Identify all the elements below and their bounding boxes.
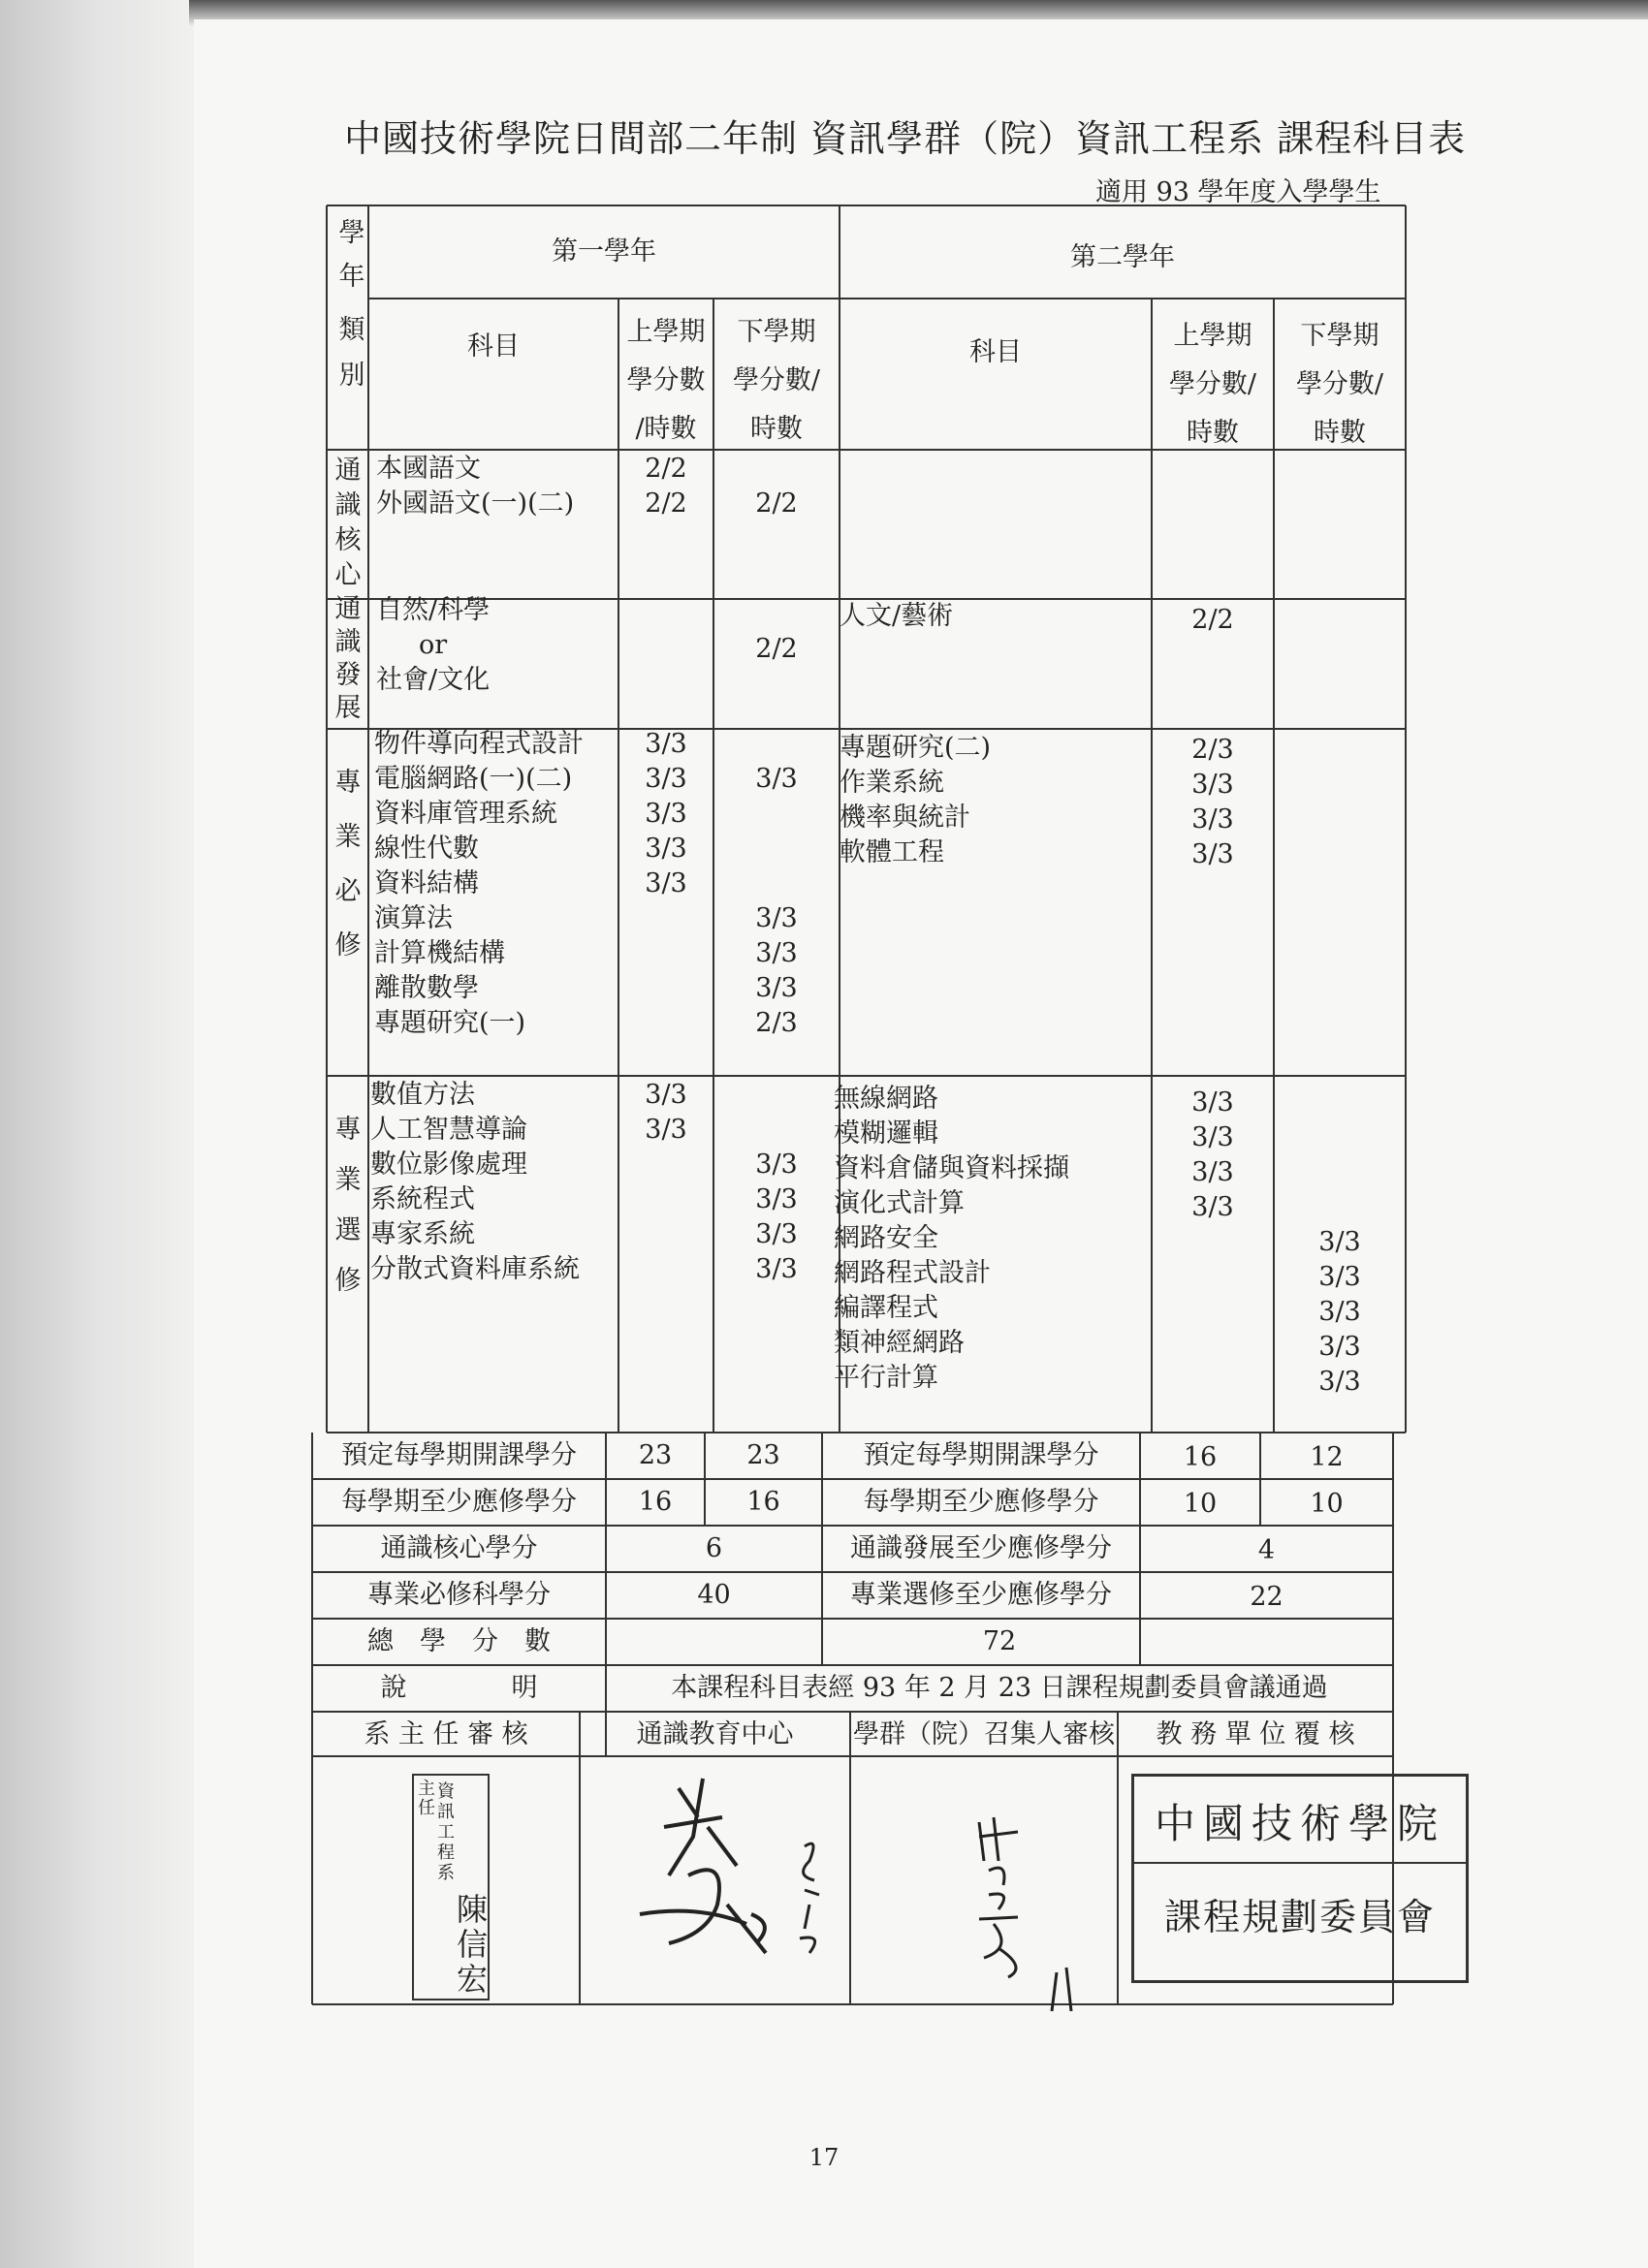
y2-sem1-header: 上學期 學分數/ 時數: [1168, 321, 1257, 448]
required-y1-s2: 3/3 3/3 3/3 3/3 2/3: [755, 764, 798, 1038]
list-item: 專題研究(一): [374, 1008, 526, 1038]
planned-y2-s2: 12: [1310, 1442, 1344, 1472]
req-credits-label: 專業必修科學分: [367, 1580, 551, 1610]
total-credits-value: 72: [982, 1626, 1017, 1656]
min-y1-s1: 16: [638, 1487, 673, 1517]
list-item: 計算機結構: [374, 938, 505, 968]
handwritten-signature-college: [960, 1803, 1105, 2026]
dev-credits-value: 4: [1257, 1535, 1276, 1565]
corner-year-label: 學 年: [338, 218, 365, 292]
dev-y1-subject-1: 自然/科學: [376, 595, 491, 625]
section-label-required: 專 業 必 修: [334, 768, 362, 961]
core-y1-s1: 2/2 2/2: [645, 454, 687, 519]
y2-sem2-header: 下學期 學分數/ 時數: [1295, 321, 1384, 448]
y1-subject-header: 科目: [467, 331, 520, 362]
seal-line-2: 課程規劃委員會: [1163, 1896, 1436, 1938]
elective-y2-subjects: [834, 1082, 1069, 1396]
dev-y1-subject-2: 社會/文化: [376, 665, 491, 695]
document-title: 中國技術學院日間部二年制 資訊學群（院）資訊工程系 課程科目表: [344, 117, 1467, 160]
list-item: 電腦網路(一)(二): [374, 764, 573, 794]
planned-y2-s1: 16: [1183, 1442, 1218, 1472]
y1-sem1-header: 上學期 學分數 /時數: [626, 317, 706, 444]
total-credits-label: 總 學 分 數: [367, 1626, 551, 1656]
list-item: 專題研究(二): [840, 733, 992, 763]
min-y2-s2: 10: [1310, 1489, 1344, 1519]
list-item: 軟體工程: [840, 837, 944, 867]
list-item: 類神經網路: [834, 1328, 965, 1358]
required-y1-s1: 3/3 3/3 3/3 3/3 3/3: [645, 729, 687, 898]
list-item: 資料庫管理系統: [374, 799, 557, 829]
signoff-academic: 教 務 單 位 覆 核: [1156, 1719, 1355, 1749]
list-item: 人工智慧導論: [370, 1115, 527, 1145]
min-label-y1: 每學期至少應修學分: [341, 1487, 577, 1517]
note-value: 本課程科目表經 93 年 2 月 23 日課程規劃委員會議通過: [671, 1673, 1328, 1703]
core-y1-s2: 2/2: [755, 488, 798, 519]
planned-y1-s2: 23: [746, 1440, 780, 1470]
page-number: 17: [808, 2144, 840, 2171]
list-item: 網路程式設計: [834, 1258, 991, 1288]
signoff-dept-head: 系 主 任 審 核: [364, 1719, 528, 1749]
note-label: 說 明: [380, 1673, 538, 1703]
y2-subject-header: 科目: [969, 337, 1022, 367]
signoff-college: 學群（院）召集人審核: [853, 1719, 1115, 1749]
list-item: 編譯程式: [834, 1293, 938, 1323]
stamp-name: 陳信宏: [457, 1891, 489, 1998]
dev-y1-subject-or: or: [419, 630, 448, 660]
list-item: 專家系統: [370, 1219, 475, 1249]
elec-credits-label: 專業選修至少應修學分: [850, 1580, 1112, 1610]
required-y2-subjects: [840, 731, 991, 870]
list-item: 作業系統: [840, 768, 944, 798]
elec-credits-value: 22: [1250, 1582, 1284, 1612]
list-item: 演化式計算: [834, 1188, 965, 1218]
book-binding-shadow: [0, 0, 199, 2268]
elective-y2-s1: 3/3 3/3 3/3 3/3: [1191, 1087, 1234, 1222]
list-item: 模糊邏輯: [834, 1118, 938, 1149]
core-credits-value: 6: [705, 1533, 723, 1563]
handwritten-signature-gen-ed: [611, 1759, 863, 2001]
elective-y1-s1: 3/3 3/3: [645, 1080, 687, 1145]
list-item: 資料結構: [374, 868, 479, 898]
dept-head-stamp: [412, 1774, 490, 2000]
elective-y1-subjects: [370, 1078, 580, 1287]
list-item: 線性代數: [374, 834, 479, 864]
dev-credits-label: 通識發展至少應修學分: [850, 1533, 1112, 1563]
list-item: 數值方法: [370, 1080, 475, 1110]
planned-y1-s1: 23: [638, 1440, 673, 1470]
planned-label-y1: 預定每學期開課學分: [341, 1440, 577, 1470]
min-label-y2: 每學期至少應修學分: [863, 1487, 1099, 1517]
list-item: 物件導向程式設計: [374, 729, 584, 759]
list-item: 資料倉儲與資料採擷: [834, 1153, 1069, 1183]
required-y1-subjects: [374, 727, 584, 1041]
dev-y1-s2: 2/2: [755, 634, 798, 664]
list-item: 機率與統計: [840, 803, 970, 833]
elective-y1-s2: 3/3 3/3 3/3 3/3: [755, 1150, 798, 1284]
section-label-elective: 專 業 選 修: [334, 1115, 362, 1296]
list-item: 離散數學: [374, 973, 479, 1003]
list-item: 系統程式: [370, 1184, 475, 1214]
min-y1-s2: 16: [746, 1487, 780, 1517]
list-item: 數位影像處理: [370, 1150, 527, 1180]
year2-header: 第二學年: [1070, 242, 1175, 272]
planned-label-y2: 預定每學期開課學分: [863, 1440, 1099, 1470]
list-item: 分散式資料庫系統: [370, 1254, 580, 1284]
list-item: 平行計算: [834, 1363, 938, 1393]
elective-y2-s2: 3/3 3/3 3/3 3/3 3/3: [1318, 1227, 1361, 1397]
section-label-core: 通 識 核 心: [334, 456, 362, 590]
signoff-gen-ed: 通識教育中心: [636, 1719, 794, 1749]
req-credits-value: 40: [697, 1580, 731, 1610]
seal-line-1: 中國技術學院: [1134, 1786, 1466, 1864]
y1-sem2-header: 下學期 學分數/ 時數: [732, 317, 821, 444]
min-y2-s1: 10: [1183, 1489, 1218, 1519]
dev-y2-s1: 2/2: [1191, 605, 1234, 635]
list-item: 網路安全: [834, 1223, 938, 1253]
document-subtitle: 適用 93 學年度入學學生: [1095, 177, 1381, 207]
required-y2-s1: 2/3 3/3 3/3 3/3: [1191, 735, 1234, 869]
section-label-dev: 通 識 發 展: [334, 594, 362, 723]
core-credits-label: 通識核心學分: [380, 1533, 538, 1563]
list-item: 演算法: [374, 903, 453, 933]
core-y1-subjects: 本國語文 外國語文(一)(二): [376, 454, 575, 519]
list-item: 無線網路: [834, 1084, 938, 1114]
committee-seal: [1131, 1774, 1469, 1983]
stamp-title: 主任: [418, 1779, 435, 1818]
dev-y2-subject: 人文/藝術: [840, 601, 954, 631]
stamp-dept: 資訊工程系: [437, 1781, 455, 1883]
corner-type-label: 類 別: [338, 315, 365, 391]
year1-header: 第一學年: [552, 236, 656, 267]
